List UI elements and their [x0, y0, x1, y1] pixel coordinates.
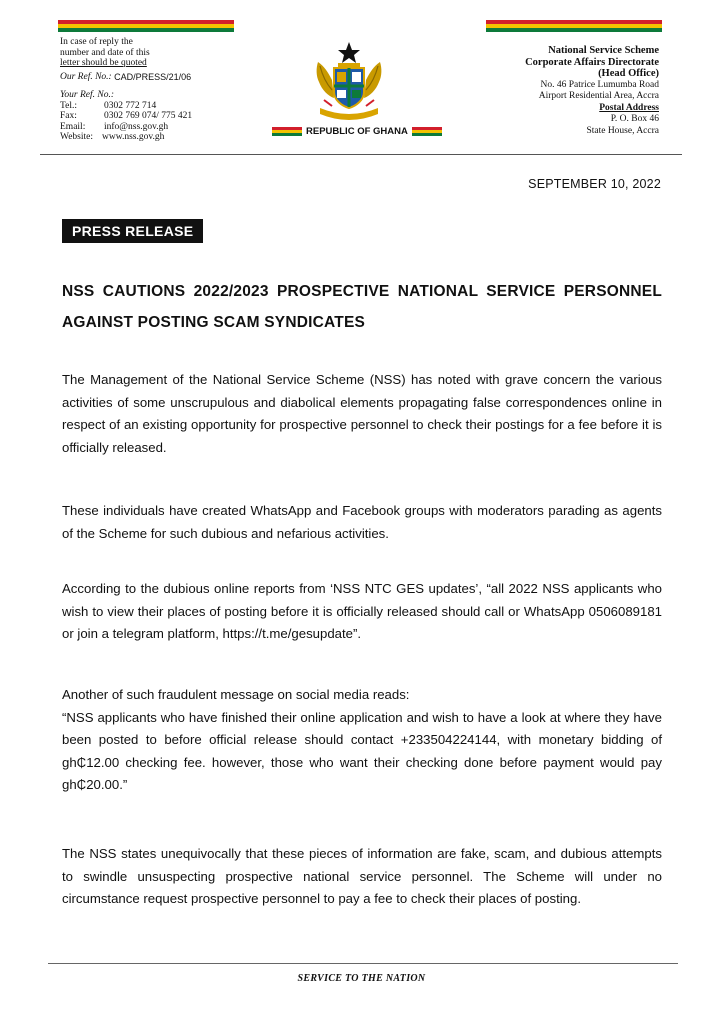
- coat-of-arms-icon: [310, 40, 388, 120]
- header-divider: [40, 154, 682, 155]
- org-name: National Service Scheme: [548, 45, 659, 56]
- reply-note-line2: number and date of this: [60, 47, 150, 58]
- tel-value: 0302 772 714: [104, 100, 157, 111]
- paragraph-4-quote: “NSS applicants who have finished their online application and wish to have a look at where they have been posted to before official release should contact +233504224144, with monetary bidding of gh₵12.00 checking fee. however, those who want their checking done before payment would pay gh₵20.00.”: [62, 709, 662, 792]
- address-line2: Airport Residential Area, Accra: [538, 91, 659, 101]
- paragraph-4-intro: Another of such fraudulent message on social media reads:: [62, 687, 410, 702]
- reply-note-line3: letter should be quoted: [60, 58, 147, 68]
- flag-stripe-right: [486, 20, 662, 32]
- website-label: Website:: [60, 132, 94, 142]
- address-line1: No. 46 Patrice Lumumba Road: [540, 79, 659, 90]
- letterhead-left: [60, 37, 260, 143]
- our-ref-label: Our Ref. No.:: [60, 71, 112, 82]
- fax-label: Fax:: [60, 111, 77, 121]
- headline: NSS CAUTIONS 2022/2023 PROSPECTIVE NATIONAL SERVICE PERSONNEL AGAINST POSTING SCAM SYNDICATES: [62, 283, 662, 331]
- release-date: SEPTEMBER 10, 2022: [528, 177, 661, 191]
- paragraph-3: According to the dubious online reports from ‘NSS NTC GES updates’, “all 2022 NSS applicants who wish to view their places of posting before it is officially released should call or WhatsApp 0506089181 or join a telegram platform, https://t.me/gesupdate”.: [62, 581, 662, 641]
- paragraph-1: The Management of the National Service Scheme (NSS) has noted with grave concern the various activities of some unscrupulous and diabolical elements propagating false correspondences online in respect of an existing opportunity for prospective personnel to check their postings for a fee before it is officially released.: [62, 372, 662, 455]
- our-ref-value: CAD/PRESS/21/06: [114, 71, 192, 82]
- postal-line1: P. O. Box 46: [610, 114, 659, 124]
- email-label: Email:: [60, 121, 86, 132]
- paragraph-4: [62, 684, 662, 797]
- footer-divider: [48, 963, 678, 964]
- website-value[interactable]: www.nss.gov.gh: [102, 132, 165, 142]
- republic-text: REPUBLIC OF GHANA: [306, 125, 408, 137]
- letterhead-right: [449, 45, 659, 137]
- republic-of-ghana-label: [272, 124, 448, 138]
- postal-line2: State House, Accra: [586, 125, 659, 136]
- postal-address-label: Postal Address: [599, 102, 659, 113]
- tel-label: Tel.:: [60, 100, 78, 111]
- office-name: (Head Office): [598, 68, 659, 79]
- reply-note-line1: In case of reply the: [60, 37, 133, 47]
- footer-motto: SERVICE TO THE NATION: [297, 973, 426, 984]
- email-value[interactable]: info@nss.gov.gh: [104, 121, 169, 132]
- paragraph-2: These individuals have created WhatsApp and Facebook groups with moderators parading as agents of the Scheme for such dubious and nefarious activities.: [62, 503, 662, 541]
- mini-flag-right: [412, 127, 442, 136]
- paragraph-5: The NSS states unequivocally that these pieces of information are fake, scam, and dubious attempts to swindle unsuspecting prospective national service personnel. The Scheme will under no circumstance request prospective personnel to pay a fee to check their places of posting.: [62, 846, 662, 906]
- flag-stripe-left: [58, 20, 234, 32]
- mini-flag-left: [272, 127, 302, 136]
- fax-value: 0302 769 074/ 775 421: [104, 111, 193, 121]
- directorate-name: Corporate Affairs Directorate: [525, 56, 659, 68]
- your-ref-label: Your Ref. No.:: [60, 90, 115, 100]
- press-release-badge: PRESS RELEASE: [62, 219, 203, 243]
